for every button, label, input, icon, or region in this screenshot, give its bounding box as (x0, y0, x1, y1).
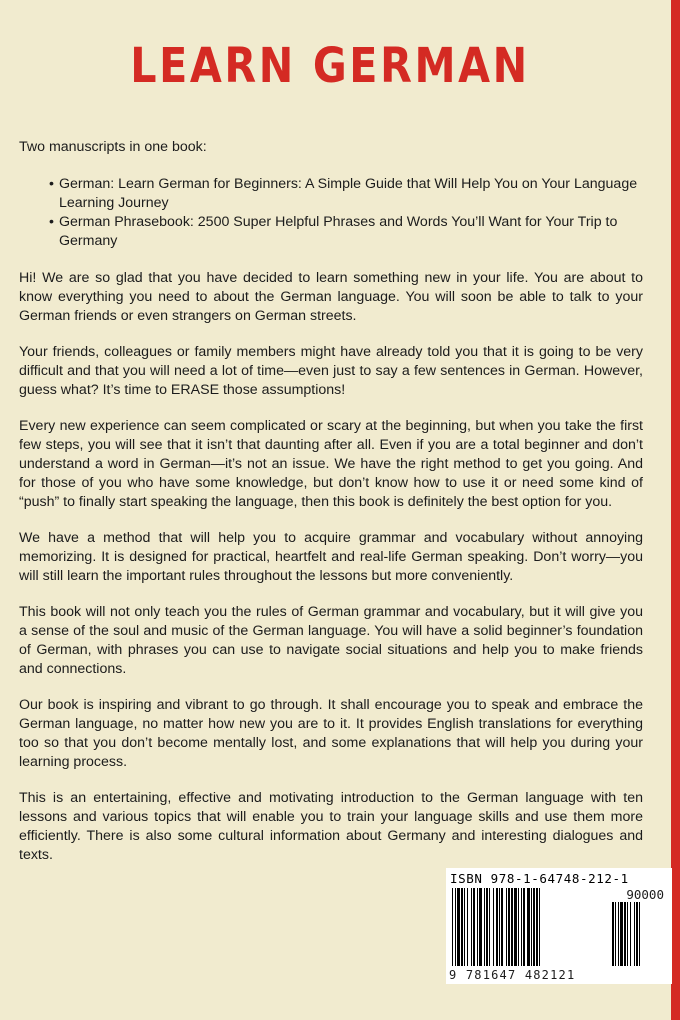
intro-line: Two manuscripts in one book: (19, 139, 207, 155)
paragraph: Hi! We are so glad that you have decided to learn something new in your life. You are about to know everything you need to about the German language. You will soon be able to talk to your German friends or even strangers on German streets. (19, 270, 643, 324)
barcode-digits: 9 781647 482121 (449, 968, 576, 982)
paragraph: This is an entertaining, effective and motivating introduction to the German language with ten lessons and various topics that will enable you to train your language skills and use them more efficiently. There is also some cultural information about Germany and interesting dialogues and texts. (19, 790, 643, 863)
spine-red-bar (671, 0, 680, 1020)
barcode-bars (452, 888, 666, 968)
manuscript-list (19, 175, 643, 251)
paragraph: This book will not only teach you the rules of German grammar and vocabulary, but it will give you a sense of the soul and music of the German language. You will have a solid beginner’s foundation of German, with phrases you can use to navigate social situations and help you to make friends and connections. (19, 604, 643, 677)
isbn-label: ISBN 978-1-64748-212-1 (450, 871, 629, 886)
price-code: 90000 (626, 887, 664, 902)
book-title: LEARN GERMAN (130, 38, 530, 94)
list-item: • German: Learn German for Beginners: A Simple Guide that Will Help You on Your Language Learning Journey (49, 175, 643, 213)
list-item: • German Phrasebook: 2500 Super Helpful Phrases and Words You’ll Want for Your Trip to Germany (49, 213, 643, 251)
paragraph: Your friends, colleagues or family members might have already told you that it is going to be very difficult and that you will need a lot of time—even just to say a few sentences in German. However, guess what? It’s time to ERASE those assumptions! (19, 344, 643, 398)
paragraph: Every new experience can seem complicated or scary at the beginning, but when you take the first few steps, you will see that it isn’t that daunting after all. Even if you are a total beginner and don’t understand a word in German—it’s not an issue. We have the right method to get you going. And for those of you who have some knowledge, but don’t know how to use it or need some kind of “push” to finally start speaking the language, then this book is definitely the best option for you. (19, 418, 643, 510)
paragraph: We have a method that will help you to acquire grammar and vocabulary without annoying memorizing. It is designed for practical, heartfelt and real-life German speaking. Don’t worry—you will still learn the important rules throughout the lessons but more conveniently. (19, 530, 643, 584)
barcode-box (446, 868, 672, 984)
back-cover-text (19, 138, 643, 882)
paragraph: Our book is inspiring and vibrant to go through. It shall encourage you to speak and embrace the German language, no matter how new you are to it. It provides English translations for everything too so that you don’t become mentally lost, and some explanations that will help you during your learning process. (19, 697, 643, 770)
